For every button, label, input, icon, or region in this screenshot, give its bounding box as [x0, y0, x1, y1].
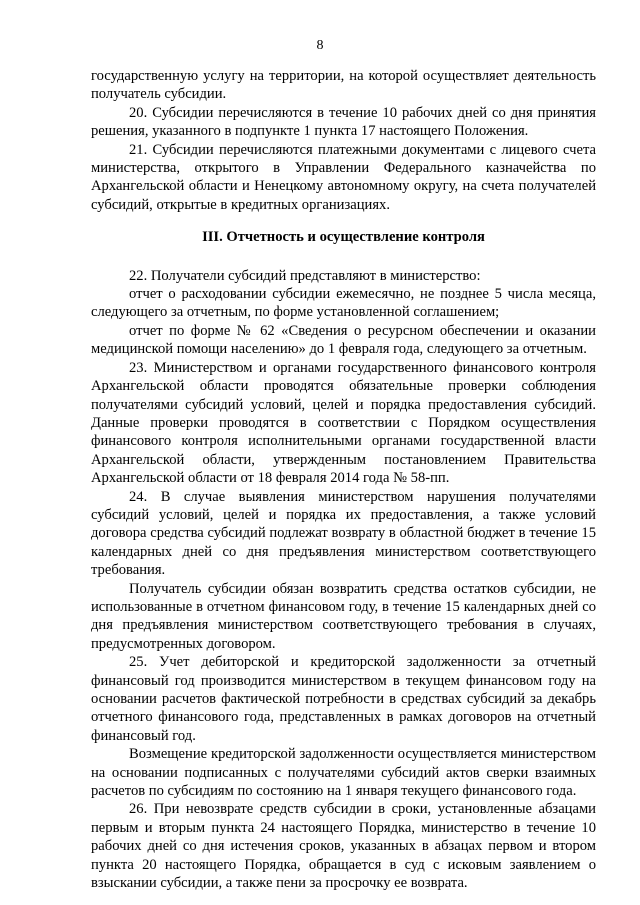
paragraph-debt-reimbursement: Возмещение кредиторской задолженности осуществляется министерством на основании подписанных с получателями субсидий актов сверки взаимных расчетов по субсидиям по состоянию на 1 января текущего финансового года. — [91, 746, 596, 800]
paragraph-item-22: 22. Получатели субсидий представляют в министерство: — [129, 267, 481, 284]
paragraph-item-26: 26. При невозврате средств субсидии в сроки, установленные абзацами первым и вторым пункта 24 настоящего Порядка, министерство в течение 10 рабочих дней со дня истечения сроков, указанных в абзацах первом и втором пункта 20 настоящего Порядка, обращается в суд с исковым заявлением о взыскании субсидии, а также пени за просрочку ее возврата. — [91, 801, 596, 892]
paragraph-report-monthly: отчет о расходовании субсидии ежемесячно, не позднее 5 числа месяца, следующего за отчетным, по форме установленной соглашением; — [91, 286, 596, 321]
document-body — [91, 67, 596, 892]
paragraph-return-remainder: Получатель субсидии обязан возвратить средства остатков субсидии, не использованные в отчетном финансовом году, в течение 15 календарных дней со дня предъявления министерством соответствующего требования в случаях, предусмотренных договором. — [91, 580, 596, 652]
paragraph-item-21: 21. Субсидии перечисляются платежными документами с лицевого счета министерства, открытого в Управлении Федерального казначейства по Архангельской области и Ненецкому автономному округу, на счета получателей субсидий, открытые в кредитных организациях. — [91, 141, 596, 213]
paragraph-continuation: государственную услугу на территории, на которой осуществляет деятельность получатель субсидии. — [91, 68, 596, 103]
paragraph-item-23: 23. Министерством и органами государственного финансового контроля Архангельской области проводятся обязательные проверки соблюдения получателями субсидий условий, целей и порядка предоставления субсидий. Данные проверки проводятся в соответствии с Порядком осуществления финансового контроля исполнительными органами государственной власти Архангельской области, утвержденным постановлением Правительства Архангельской области от 18 февраля 2014 года № 58-пп. — [91, 359, 596, 487]
section-heading: III. Отчетность и осуществление контроля — [202, 229, 485, 246]
paragraph-report-form-62: отчет по форме № 62 «Сведения о ресурсном обеспечении и оказании медицинской помощи населению» до 1 февраля года, следующего за отчетным. — [91, 322, 596, 358]
paragraph-item-24: 24. В случае выявления министерством нарушения получателями субсидий условий, целей и порядка их предоставления, а также условий договора средства субсидий подлежат возврату в областной бюджет в течение 15 календарных дней со дня предъявления министерством соответствующего требования. — [91, 488, 596, 579]
page-number: 8 — [316, 38, 324, 53]
paragraph-item-25: 25. Учет дебиторской и кредиторской задолженности за отчетный финансовый год производится министерством в текущем финансовом году на основании расчетов фактической потребности в средствах субсидий за декабрь отчетного финансового года, представленных в рамках договоров на отчетный финансовый год. — [91, 654, 596, 744]
paragraph-item-20: 20. Субсидии перечисляются в течение 10 рабочих дней со дня принятия решения, указанного в подпункте 1 пункта 17 настоящего Положения. — [91, 104, 596, 140]
